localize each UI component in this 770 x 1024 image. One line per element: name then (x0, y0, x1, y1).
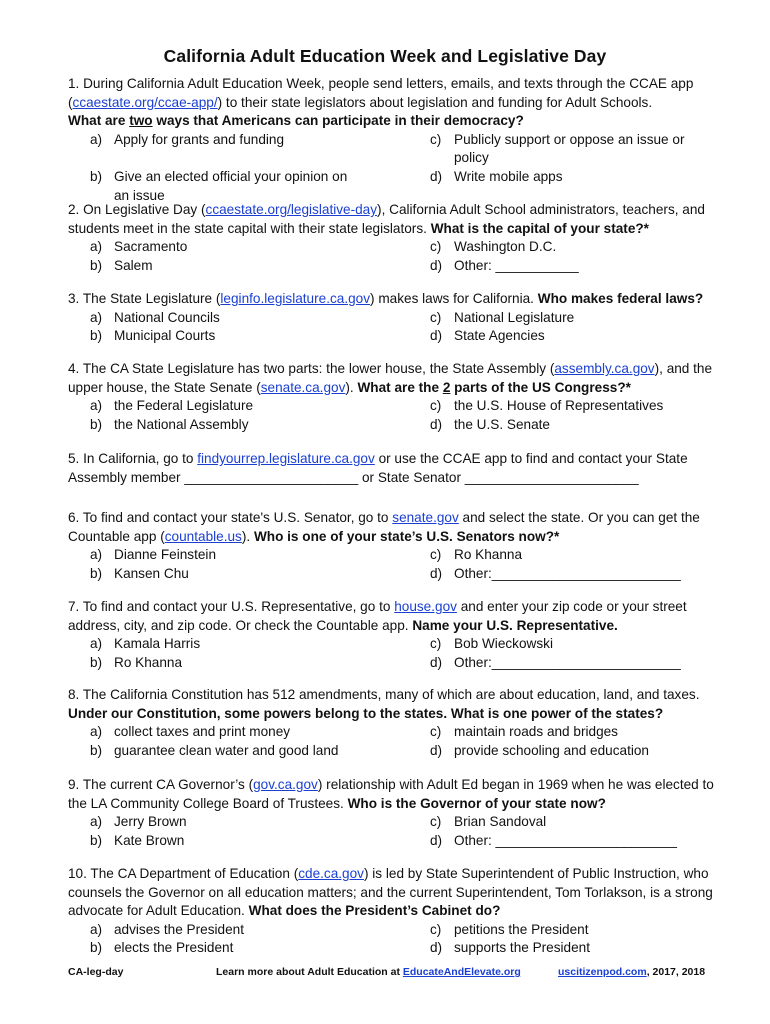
option-d[interactable]: d) the U.S. Senate (430, 416, 550, 432)
question-6 (68, 509, 718, 583)
option-b[interactable]: b) Ro Khanna (90, 654, 183, 670)
option-d[interactable]: d) State Agencies (430, 328, 545, 344)
option-d[interactable]: d) Other: ________________________ (430, 832, 677, 848)
option-c[interactable]: c) Ro Khanna (430, 547, 523, 563)
question-5-text: 5. In California, go to findyourrep.legislature.ca.gov or use the CCAE app to find and contact your State Assembly member _______________________ or State Senator _______________________ (68, 451, 688, 485)
option-d[interactable]: d) Other:_________________________ (430, 565, 681, 581)
option-d[interactable]: d) provide schooling and education (430, 742, 649, 758)
educate-elevate-link[interactable]: EducateAndElevate.org (402, 966, 521, 978)
option-d[interactable]: d) Write mobile apps (430, 168, 563, 184)
question-9 (68, 776, 718, 850)
option-b[interactable]: b) the National Assembly (90, 416, 249, 432)
option-a[interactable]: a) Apply for grants and funding (90, 131, 285, 147)
question-2-text: 2. On Legislative Day (ccaestate.org/legislative-day), California Adult School administrators, teachers, and students meet in the state capital with their state legislators. What is the capital of your state?* (68, 202, 705, 236)
question-2-options (90, 238, 718, 275)
option-a[interactable]: a) collect taxes and print money (90, 724, 291, 740)
option-a[interactable]: a) Sacramento (90, 239, 188, 255)
option-d[interactable]: d) supports the President (430, 940, 591, 956)
option-a[interactable]: a) Kamala Harris (90, 636, 201, 652)
footer-center: Learn more about Adult Education at EducateAndElevate.org (216, 966, 521, 978)
uscitizenpod-link[interactable]: uscitizenpod.com (558, 966, 647, 978)
option-a[interactable]: a) advises the President (90, 921, 244, 937)
question-4-text: 4. The CA State Legislature has two parts: the lower house, the State Assembly (assembly.ca.gov), and the upper house, the State Senate (senate.ca.gov). What are the 2 parts of the US Congress?* (68, 361, 713, 395)
question-10-text: 10. The CA Department of Education (cde.ca.gov) is led by State Superintendent of Public Instruction, who counsels the Governor on all education matters; and the current Superintendent, Tom Torlakson, is a strong advocate for Adult Education. What does the President’s Cabinet do? (68, 866, 713, 919)
footer-right: uscitizenpod.com, 2017, 2018 (558, 966, 706, 978)
question-1-ask: What are two ways that Americans can participate in their democracy? (68, 113, 524, 129)
question-9-options (90, 813, 718, 850)
option-c[interactable]: c) Washington D.C. (430, 239, 557, 255)
question-10-options (90, 921, 718, 958)
question-1-text: 1. During California Adult Education Week, people send letters, emails, and texts through the CCAE app (ccaestate.org/ccae-app/) to their state legislators about legislation and funding for Adult Schools. (68, 76, 694, 110)
question-1-options (90, 131, 718, 205)
option-c[interactable]: c) maintain roads and bridges (430, 724, 618, 740)
question-6-text: 6. To find and contact your state's U.S. Senator, go to senate.gov and select the state. Or you can get the Countable app (countable.us). Who is one of your state’s U.S. Senators now?* (68, 510, 700, 544)
question-2 (68, 201, 718, 275)
cde-link[interactable]: cde.ca.gov (298, 866, 364, 881)
option-c[interactable]: c) Brian Sandoval (430, 814, 547, 830)
question-8-options (90, 723, 718, 760)
option-a[interactable]: a) the Federal Legislature (90, 398, 254, 414)
legislative-day-link[interactable]: ccaestate.org/legislative-day (205, 202, 378, 217)
question-8 (68, 686, 718, 760)
leginfo-link[interactable]: leginfo.legislature.ca.gov (220, 291, 371, 306)
question-7-text: 7. To find and contact your U.S. Representative, go to house.gov and enter your zip code or your street address, city, and zip code. Or check the Countable app. Name your U.S. Representative. (68, 599, 687, 633)
question-3-options (90, 309, 718, 346)
option-b[interactable]: b) Give an elected official your opinion on an issue (90, 168, 348, 203)
option-b[interactable]: b) Kate Brown (90, 832, 185, 848)
house-gov-link[interactable]: house.gov (394, 599, 457, 614)
gov-ca-link[interactable]: gov.ca.gov (253, 777, 318, 792)
question-3-text: 3. The State Legislature (leginfo.legislature.ca.gov) makes laws for California. Who makes federal laws? (68, 291, 704, 306)
assembly-link[interactable]: assembly.ca.gov (554, 361, 655, 376)
option-a[interactable]: a) National Councils (90, 309, 220, 325)
option-c[interactable]: c) petitions the President (430, 921, 589, 937)
question-3 (68, 290, 718, 346)
option-b[interactable]: b) elects the President (90, 940, 234, 956)
option-a[interactable]: a) Jerry Brown (90, 814, 187, 830)
question-9-text: 9. The current CA Governor’s (gov.ca.gov) relationship with Adult Ed began in 1969 when he was elected to the LA Community College Board of Trustees. Who is the Governor of your state now? (68, 777, 714, 811)
page-title: California Adult Education Week and Legislative Day (163, 46, 607, 66)
question-5 (68, 450, 718, 487)
senate-ca-link[interactable]: senate.ca.gov (260, 379, 346, 395)
senate-gov-link[interactable]: senate.gov (392, 510, 459, 525)
question-4-options (90, 397, 718, 434)
option-b[interactable]: b) Municipal Courts (90, 328, 216, 344)
option-c[interactable]: c) Publicly support or oppose an issue or policy (430, 131, 685, 166)
findyourrep-link[interactable]: findyourrep.legislature.ca.gov (197, 451, 375, 466)
option-a[interactable]: a) Dianne Feinstein (90, 547, 217, 563)
ccae-app-link[interactable]: ccaestate.org/ccae-app/ (72, 94, 218, 110)
footer-doc-id: CA-leg-day (68, 966, 124, 978)
option-b[interactable]: b) Kansen Chu (90, 565, 189, 581)
question-6-options (90, 546, 718, 583)
question-7-options (90, 635, 718, 672)
question-4 (68, 360, 718, 434)
question-7 (68, 598, 718, 672)
option-d[interactable]: d) Other: ___________ (430, 257, 579, 273)
option-b[interactable]: b) Salem (90, 257, 153, 273)
option-c[interactable]: c) the U.S. House of Representatives (430, 398, 664, 414)
option-c[interactable]: c) National Legislature (430, 309, 575, 325)
question-8-text: 8. The California Constitution has 512 amendments, many of which are about education, land, and taxes. Under our Constitution, some powers belong to the states. What is one power of the states? (68, 687, 700, 721)
countable-link[interactable]: countable.us (164, 528, 242, 544)
option-c[interactable]: c) Bob Wieckowski (430, 636, 553, 652)
option-b[interactable]: b) guarantee clean water and good land (90, 742, 339, 758)
option-d[interactable]: d) Other:_________________________ (430, 654, 681, 670)
question-1 (68, 75, 718, 205)
question-10 (68, 865, 718, 958)
